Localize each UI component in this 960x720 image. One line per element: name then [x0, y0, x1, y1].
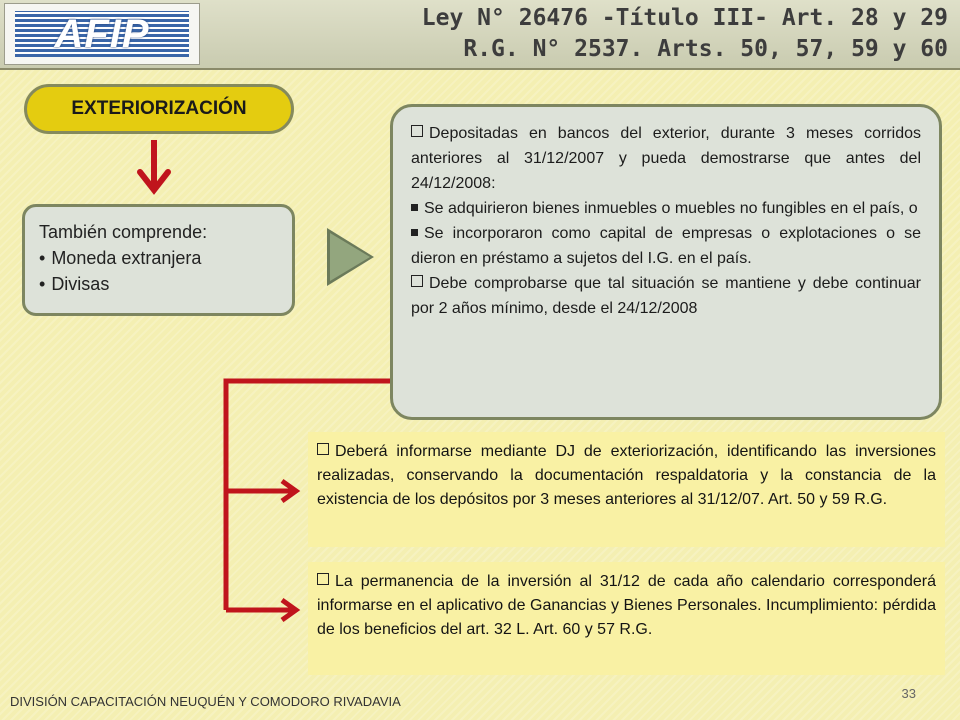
condition-text: Depositadas en bancos del exterior, durante 3 meses corridos anteriores al 31/12/2007 y pueda demostrarse que antes del 24/12/2008:	[411, 125, 921, 192]
page-number: 33	[901, 686, 916, 701]
title-line-2: R.G. N° 2537. Arts. 50, 57, 59 y 60	[463, 36, 948, 62]
condition-subitem	[411, 196, 921, 221]
footer-text: DIVISIÓN CAPACITACIÓN NEUQUÉN Y COMODORO RIVADAVIA	[10, 694, 401, 709]
title-line-1: Ley N° 26476 -Título III- Art. 28 y 29	[421, 5, 948, 31]
note-text: Deberá informarse mediante DJ de exteriorización, identificando las inversiones realizadas, conservando la documentación respaldatoria y la constancia de la existencia de los depósitos por 3 meses anteriores al 31/12/07. Art. 50 y 59 R.G.	[317, 443, 936, 508]
square-bullet-icon	[411, 229, 418, 236]
play-icon	[330, 233, 370, 281]
list-item: • Moneda extranjera	[39, 245, 278, 271]
condition-text: Se adquirieron bienes inmuebles o muebles no fungibles en el país, o	[424, 200, 918, 217]
condition-subitem	[411, 221, 921, 271]
conditions-box	[390, 104, 942, 420]
condition-paragraph	[411, 271, 921, 321]
checkbox-bullet-icon	[317, 443, 329, 455]
also-includes-box	[22, 204, 295, 316]
also-includes-list	[39, 245, 278, 297]
checkbox-bullet-icon	[411, 125, 423, 137]
note-permanencia	[308, 562, 945, 675]
also-includes-heading: También comprende:	[39, 222, 208, 242]
square-bullet-icon	[411, 204, 418, 211]
condition-paragraph	[411, 121, 921, 196]
checkbox-bullet-icon	[317, 573, 329, 585]
logo-text: AFIP	[54, 12, 150, 56]
exteriorizacion-label: EXTERIORIZACIÓN	[24, 84, 294, 134]
checkbox-bullet-icon	[411, 275, 423, 287]
condition-text: Debe comprobarse que tal situación se mantiene y debe continuar por 2 años mínimo, desde el 24/12/2008	[411, 275, 921, 317]
condition-text: Se incorporaron como capital de empresas o explotaciones o se dieron en préstamo a sujetos del I.G. en el país.	[411, 225, 921, 267]
note-text: La permanencia de la inversión al 31/12 de cada año calendario corresponderá informarse en el aplicativo de Ganancias y Bienes Personales. Incumplimiento: pérdida de los beneficios del art. 32 L. Art. 60 y 57 R.G.	[317, 573, 936, 638]
note-dj-exteriorizacion	[308, 432, 945, 547]
list-item: • Divisas	[39, 271, 278, 297]
